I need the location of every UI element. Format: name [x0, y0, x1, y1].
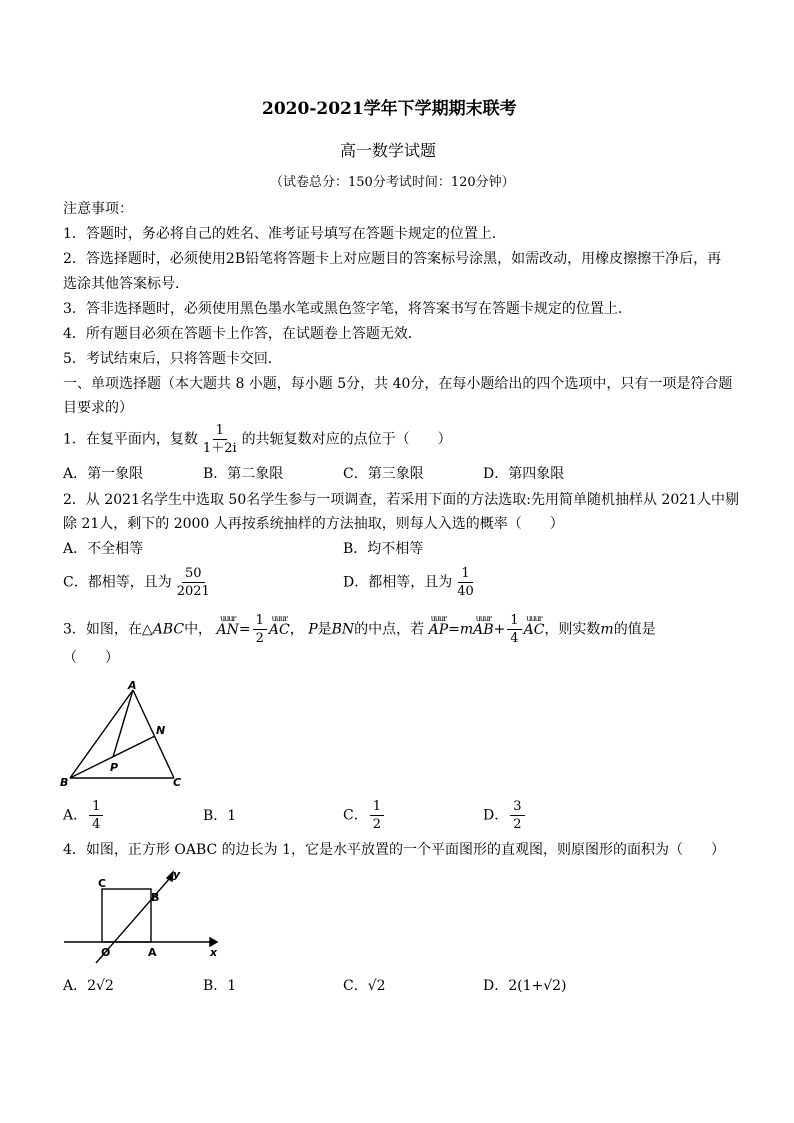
frac-num: 1: [253, 612, 267, 630]
option-label: D．: [483, 807, 509, 824]
q3-option-a: [63, 798, 105, 833]
q2-option-c: [63, 565, 215, 600]
square-figure: [60, 866, 220, 966]
q2-option-d-text: D．都相等，且为: [343, 574, 453, 591]
q3-triangle-name: ABC: [152, 621, 185, 638]
option-label: C．: [343, 807, 368, 824]
point-p: P: [308, 621, 318, 638]
label-c: C: [98, 877, 107, 890]
q2-option-b: B．均不相等: [343, 541, 424, 557]
exam-title: 2020-2021学年下学期期末联考: [262, 99, 517, 119]
variable-m: m: [459, 621, 474, 638]
label-y: y: [173, 868, 181, 881]
option-fraction: [370, 798, 384, 833]
label-c: C: [173, 776, 182, 789]
q3-half-fraction: [253, 612, 267, 647]
vector-arrow: uuur: [430, 613, 447, 623]
vector-ac: [268, 613, 290, 640]
q3-option-c: [343, 798, 386, 833]
q3-paren: （ ）: [63, 650, 119, 666]
frac-num: 1: [89, 798, 103, 816]
option-fraction: [510, 798, 524, 833]
q3-text-3: ，: [289, 621, 304, 638]
q2-option-d: [343, 565, 479, 600]
q3-text-6: ，则实数: [544, 621, 601, 638]
triangle-figure: [58, 678, 198, 793]
label-p: P: [110, 761, 119, 774]
q4-option-a: A．2√2: [63, 978, 114, 994]
vector-arrow: uuur: [220, 613, 236, 623]
frac-num: 50: [182, 565, 205, 583]
variable-m: m: [600, 621, 614, 638]
q3-quarter-fraction: [507, 612, 521, 647]
frac-den: 40: [457, 584, 474, 599]
q1-option-b: B．第二象限: [203, 466, 284, 482]
vector-ac-label: AC: [268, 621, 290, 638]
frac-num: 3: [510, 798, 524, 816]
exam-info: （试卷总分：150分考试时间：120分钟）: [270, 175, 515, 190]
q1-frac-den: 1＋2i: [202, 441, 237, 456]
label-n: N: [156, 724, 166, 737]
q1-frac-num: 1: [213, 422, 227, 440]
vector-arrow: uuur: [526, 613, 542, 623]
vector-an: [216, 613, 239, 640]
section-heading: 一、单项选择题（本大题共 8 小题，每小题 5分，共 40分，在每小题给出的四个选项中，只有一项是符合题: [63, 376, 733, 392]
vector-ap: [428, 613, 449, 640]
q2-option-d-fraction: [454, 565, 477, 600]
note-item: 1．答题时，务必将自己的姓名、准考证号填写在答题卡规定的位置上．: [63, 226, 506, 242]
q4-option-c: C．√2: [343, 978, 386, 994]
vector-ac-label: AC: [523, 621, 545, 638]
q3-text-4: 是: [317, 621, 332, 638]
frac-num: 1: [507, 612, 521, 630]
q2-option-a: A．不全相等: [63, 541, 144, 557]
label-a: A: [128, 679, 137, 692]
note-item: 选涂其他答案标号．: [63, 276, 189, 292]
side-ac: [133, 690, 174, 778]
q3-text-5: 的中点，若: [354, 621, 425, 638]
question-2-line1: 2．从 2021名学生中选取 50名学生参与一项调查，若采用下面的方法选取:先用简单随机抽样从 2021人中剔: [63, 492, 740, 508]
x-axis-arrow: [210, 938, 217, 946]
vector-an-label: AN: [216, 621, 239, 638]
label-a: A: [148, 946, 157, 959]
frac-den: 4: [92, 817, 101, 832]
frac-den: 2021: [176, 584, 210, 599]
frac-den: 2: [372, 817, 381, 832]
q3-text-2: 中，: [184, 621, 213, 638]
q4-option-d: D．2(1+√2): [483, 978, 567, 994]
side-ab: [70, 690, 133, 778]
segment-ap: [113, 690, 133, 757]
exam-subtitle: 高一数学试题: [340, 141, 437, 160]
frac-den: 2: [255, 631, 264, 646]
frac-num: 1: [370, 798, 384, 816]
section-heading-cont: 目要求的）: [63, 400, 133, 416]
notes-heading: 注意事项：: [63, 201, 133, 217]
question-1: [63, 422, 452, 457]
option-fraction: [89, 798, 103, 833]
frac-den: 2: [513, 817, 522, 832]
q1-option-c: C．第三象限: [343, 466, 424, 482]
note-item: 4．所有题目必须在答题卡上作答，在试题卷上答题无效．: [63, 326, 422, 342]
q2-option-c-text: C．都相等，且为: [63, 574, 172, 591]
label-x: x: [210, 946, 218, 959]
vector-arrow: uuur: [475, 613, 491, 623]
equals-sign: =: [238, 621, 251, 638]
label-o: O: [101, 946, 111, 959]
vector-ab-label: AB: [473, 621, 494, 638]
label-b: B: [60, 776, 69, 789]
note-item: 5．考试结束后，只将答题卡交回．: [63, 351, 282, 367]
frac-den: 4: [510, 631, 519, 646]
question-4: 4．如图，正方形 OABC 的边长为 1，它是水平放置的一个平面图形的直观图，则原图形的面积为（ ）: [63, 842, 726, 858]
segment-bn: BN: [331, 621, 355, 638]
question-3: [63, 612, 656, 647]
note-item: 3．答非选择题时，必须使用黑色墨水笔或黑色签字笔，将答案书写在答题卡规定的位置上．: [63, 301, 632, 317]
q4-option-b: B．1: [203, 978, 237, 994]
q3-option-b: B．1: [203, 808, 237, 824]
frac-num: 1: [458, 565, 472, 583]
vector-arrow: uuur: [271, 613, 287, 623]
q3-option-d: [483, 798, 527, 833]
q1-fraction: [200, 422, 240, 457]
option-label: A．: [63, 807, 88, 824]
q3-text-1: 3．如图，在△: [63, 621, 153, 638]
q1-prefix: 1．在复平面内，复数: [63, 431, 198, 448]
q1-option-d: D．第四象限: [483, 466, 565, 482]
q2-option-c-fraction: [174, 565, 213, 600]
plus-sign: +: [493, 621, 506, 638]
vector-ap-label: AP: [428, 621, 449, 638]
equals-sign: =: [448, 621, 460, 638]
label-b: B: [151, 891, 160, 904]
q1-option-a: A．第一象限: [63, 466, 144, 482]
vector-ac: [523, 613, 545, 640]
note-item: 2．答选择题时，必须使用2B铅笔将答题卡上对应题目的答案标号涂黑，如需改动，用橡皮擦擦干净后，再: [63, 251, 722, 267]
q1-suffix: 的共轭复数对应的点位于（ ）: [241, 431, 452, 448]
square-oabc: [102, 889, 151, 942]
vector-ab: [473, 613, 494, 640]
question-2-line2: 除 21人，剩下的 2000 人再按系统抽样的方法抽取，则每人入选的概率（ ）: [63, 516, 564, 532]
q3-text-7: 的值是: [613, 621, 656, 638]
